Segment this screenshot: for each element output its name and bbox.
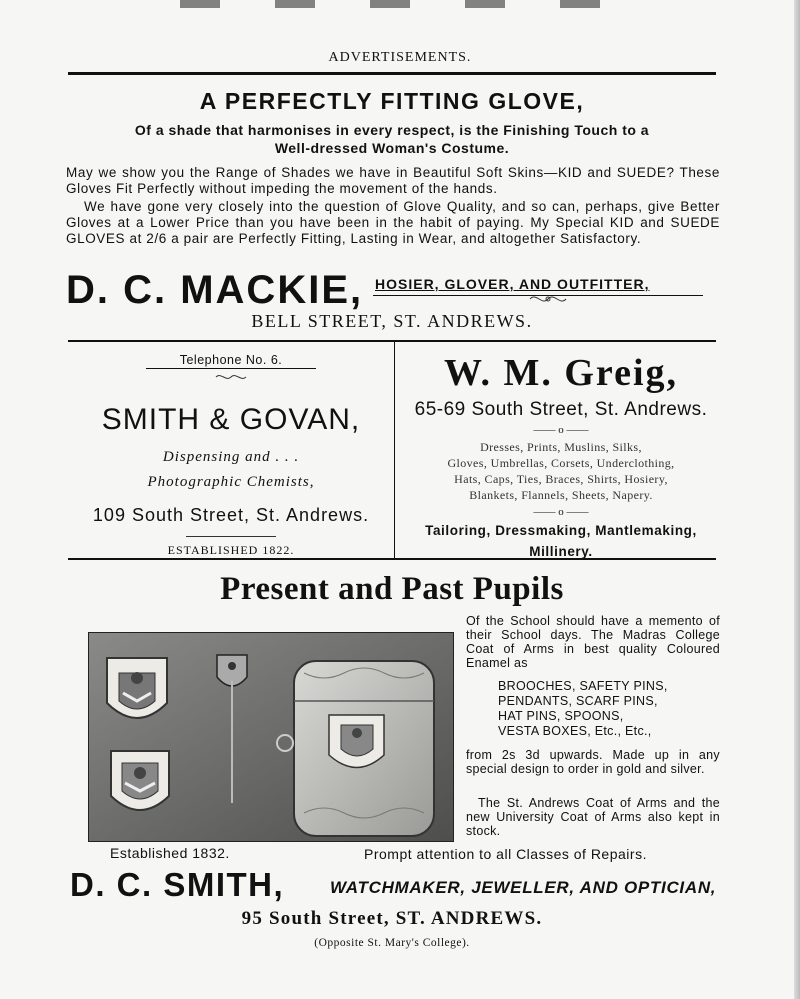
mackie-name: D. C. MACKIE, [66, 268, 364, 312]
dc-smith-address: 95 South Street, ST. ANDREWS. [241, 908, 543, 929]
smith-govan-ad [68, 345, 394, 558]
greig-divider-2: —— o —— [533, 506, 589, 518]
page-header: ADVERTISEMENTS. [328, 50, 472, 65]
photographic-line: Photographic Chemists, [147, 474, 315, 490]
glove-subhead-line-1: Of a shade that harmonises in every respect, is the Finishing Touch to a [134, 122, 650, 138]
column-divider [394, 342, 395, 558]
mackie-address: BELL STREET, ST. ANDREWS. [251, 311, 533, 331]
shield-pendant-icon [111, 751, 169, 810]
pupils-intro: Of the School should have a memento of their School days. The Madras College Coat of Arms in best quality Coloured Enamel as [466, 614, 720, 670]
greig-goods-2: Gloves, Umbrellas, Corsets, Underclothing, [447, 456, 675, 470]
greig-address: 65-69 South Street, St. Andrews. [414, 399, 708, 420]
glove-paragraph-2: We have gone very closely into the question of Glove Quality, and so can, perhaps, give Better Gloves at a Lower Price than you have been in the habit of paying. My Special KID and SUEDE GLOVES at 2/6 a pair are Perfectly Fitting, Lasting in Wear, and altogether Satisfactory. [66, 199, 720, 246]
repairs-note: Prompt attention to all Classes of Repairs. [364, 846, 647, 862]
dc-smith-trade: WATCHMAKER, JEWELLER, AND OPTICIAN, [330, 878, 717, 897]
header-rule [68, 72, 716, 75]
greig-divider-1: —— o —— [533, 424, 589, 436]
vesta-box-icon [277, 661, 434, 836]
telephone-number: Telephone No. 6. [179, 353, 283, 367]
glove-subhead [68, 121, 716, 157]
jewellery-list [498, 679, 668, 739]
shield-brooch-icon [107, 658, 167, 718]
greig-goods-3: Hats, Caps, Ties, Braces, Shirts, Hosiery, [454, 472, 668, 486]
smith-established: Established 1832. [110, 845, 230, 861]
established-rule [186, 536, 276, 537]
greig-services-2: Millinery. [529, 544, 593, 559]
flourish-small-icon [68, 369, 394, 379]
greig-ad [396, 345, 726, 560]
smith-govan-address: 109 South Street, St. Andrews. [92, 505, 370, 525]
glove-headline: A PERFECTLY FITTING GLOVE, [199, 88, 585, 114]
clipped-top-text-remnant [180, 0, 630, 8]
jewellery-photo [88, 632, 454, 842]
smith-govan-name: SMITH & GOVAN, [101, 403, 361, 436]
glove-subhead-line-2: Well-dressed Woman's Costume. [274, 140, 510, 156]
greig-goods-4: Blankets, Flannels, Sheets, Napery. [469, 488, 653, 502]
greig-goods-1: Dresses, Prints, Muslins, Silks, [480, 440, 642, 454]
dc-smith-name: D. C. SMITH, [70, 866, 285, 903]
dc-smith-landmark: (Opposite St. Mary's College). [314, 937, 470, 949]
price-note: from 2s 3d upwards. Made up in any special design to order in gold and silver. [466, 748, 720, 776]
jewellery-list-item: BROOCHES, SAFETY PINS, [498, 679, 668, 693]
greig-divider-2-o: o [558, 506, 564, 518]
section-rule-bottom [68, 558, 716, 560]
pupils-headline: Present and Past Pupils [220, 571, 564, 607]
greig-name: W. M. Greig, [443, 352, 679, 394]
greig-services-1: Tailoring, Dressmaking, Mantlemaking, [425, 523, 697, 538]
dispensing-line: Dispensing and . . . [162, 449, 300, 465]
jewellery-list-item: PENDANTS, SCARF PINS, [498, 694, 658, 708]
glove-paragraph-1: May we show you the Range of Shades we have in Beautiful Soft Skins—KID and SUEDE? These Gloves Fit Perfectly without impeding the movement of the hands. [66, 165, 720, 196]
section-rule-top [68, 340, 716, 342]
smith-govan-established: ESTABLISHED 1822. [167, 543, 295, 557]
jewellery-list-item: VESTA BOXES, Etc., Etc., [498, 724, 652, 738]
page-edge-shadow [794, 0, 800, 999]
jewellery-list-item: HAT PINS, SPOONS, [498, 709, 624, 723]
flourish-ornament-icon [528, 292, 568, 310]
arms-note: The St. Andrews Coat of Arms and the new University Coat of Arms also kept in stock. [466, 796, 720, 838]
mackie-trade: HOSIER, GLOVER, AND OUTFITTER, [375, 276, 650, 292]
greig-divider-1-o: o [558, 424, 564, 436]
